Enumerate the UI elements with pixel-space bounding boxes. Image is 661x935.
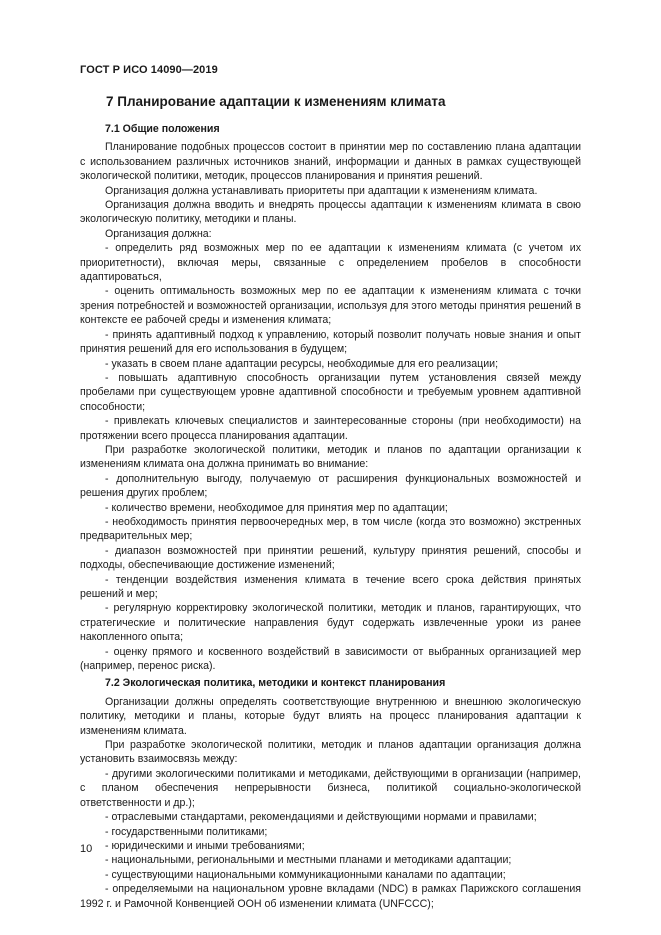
list-item: - определить ряд возможных мер по ее адаптации к изменениям климата (с учетом их приоритетности), включая меры, связанные с определением пробелов в способности адаптироваться,	[80, 242, 581, 284]
list-item: - отраслевыми стандартами, рекомендациями и действующими нормами и правилами;	[105, 811, 537, 824]
list-item: - тенденции воздействия изменения климата в течение всего срока действия принятых решений и мер;	[80, 573, 581, 600]
document-body	[80, 122, 581, 911]
paragraph: Организация должна устанавливать приоритеты при адаптации к изменениям климата.	[105, 184, 538, 197]
list-item: - регулярную корректировку экологической политики, методик и планов, гарантирующих, что стратегические и политические направления будут содержать извлеченные уроки из ранее накопленного опыта;	[80, 602, 581, 644]
section-title: 7 Планирование адаптации к изменениям климата	[106, 94, 446, 109]
paragraph: Организации должны определять соответствующие внутреннюю и внешнюю экологическую политику, методики и планы, которые будут влиять на процесс планирования адаптации к изменениям климата.	[80, 695, 581, 737]
list-item: - определяемыми на национальном уровне вкладами (NDC) в рамках Парижского соглашения 1992 г. и Рамочной Конвенцией ООН об изменении климата (UNFCCC);	[80, 883, 581, 910]
list-item: - необходимость принятия первоочередных мер, в том числе (когда это возможно) экстренных предварительных мер;	[80, 515, 581, 543]
paragraph: При разработке экологической политики, методик и планов адаптации организация должна установить взаимосвязь между:	[80, 739, 581, 766]
list-item: - оценить оптимальность возможных мер по ее адаптации к изменениям климата с точки зрения потребностей и возможностей организации, используя для этого методы принятия решений в контексте ее рабочей среды и изменения климата;	[80, 285, 581, 327]
document-header: ГОСТ Р ИСО 14090—2019	[80, 64, 218, 76]
paragraph: Организация должна вводить и внедрять процессы адаптации к изменениям климата в свою экологическую политику, методики и планы.	[80, 199, 581, 226]
list-item: - существующими национальными коммуникационными каналами по адаптации;	[105, 868, 506, 881]
page-number: 10	[80, 843, 93, 855]
list-item: - диапазон возможностей при принятии решений, культуру принятия решений, способы и подходы, обеспечивающие достижение изменений;	[80, 544, 581, 572]
subsection-title: 7.1 Общие положения	[105, 123, 220, 135]
list-item: - государственными политиками;	[105, 825, 268, 838]
list-item: - повышать адаптивную способность организации путем установления связей между пробелами при существующем уровне адаптивной способности и требуемым уровнем адаптивной способности;	[80, 371, 581, 413]
list-item: - оценку прямого и косвенного воздействий в зависимости от выбранных организацией мер (например, перенос риска).	[80, 645, 581, 673]
list-item: - привлекать ключевых специалистов и заинтересованные стороны (при необходимости) на протяжении всего процесса планирования адаптации.	[80, 415, 581, 442]
list-item: - принять адаптивный подход к управлению, который позволит получать новые знания и опыт принятия решений для его использования в будущем;	[80, 328, 581, 356]
paragraph: Планирование подобных процессов состоит в принятии мер по составлению плана адаптации с использованием различных источников знаний, информации и данных в рамках существующей экологической политики, методик, процессов планирования и принятия решений.	[80, 141, 581, 183]
subsection-title: 7.2 Экологическая политика, методики и контекст планирования	[105, 677, 446, 690]
list-item: - указать в своем плане адаптации ресурсы, необходимые для его реализации;	[105, 357, 499, 370]
list-item: - национальными, региональными и местными планами и методиками адаптации;	[105, 854, 512, 867]
list-item: - дополнительную выгоду, получаемую от расширения функциональных возможностей и решения других проблем;	[80, 472, 581, 500]
paragraph: Организация должна:	[105, 227, 212, 240]
list-item: - юридическими и иными требованиями;	[105, 839, 305, 852]
list-item: - количество времени, необходимое для принятия мер по адаптации;	[105, 501, 448, 514]
paragraph: При разработке экологической политики, методик и планов по адаптации организации к изменениям климата она должна принимать во внимание:	[80, 443, 581, 471]
list-item: - другими экологическими политиками и методиками, действующими в организации (например, с планом обеспечения непрерывности бизнеса, политикой социально-экологической ответственности и др.);	[80, 767, 581, 809]
